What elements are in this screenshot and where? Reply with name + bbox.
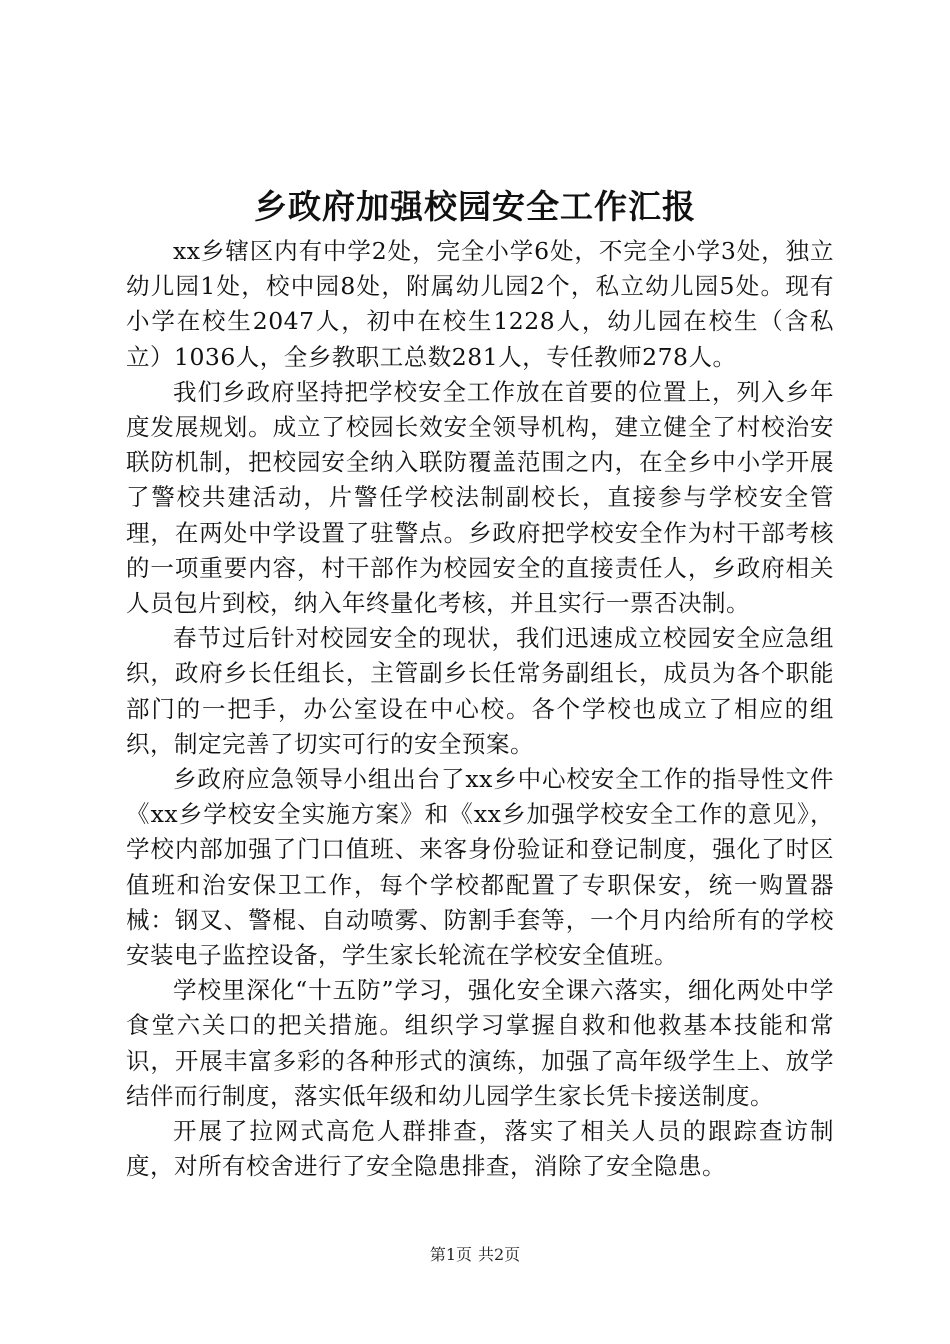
paragraph-guidance-documents: 乡政府应急领导小组出台了xx乡中心校安全工作的指导性文件《xx乡学校安全实施方案》和《xx乡加强学校安全工作的意见》，学校内部加强了门口值班、来客身份验证和登记制度，强化了时区值班和治安保卫工作，每个学校都配置了专职保安，统一购置器械：钢叉、警棍、自动喷雾、防割手套等，一个月内给所有的学校安装电子监控设备，学生家长轮流在学校安全值班。 bbox=[126, 765, 834, 970]
paragraph-school-statistics: xx乡辖区内有中学2处，完全小学6处，不完全小学3处，独立幼儿园1处，校中园8处，附属幼儿园2个，私立幼儿园5处。现有小学在校生2047人，初中在校生1228人，幼儿园在校生（含私立）1036人，全乡教职工总数281人，专任教师278人。 bbox=[126, 237, 834, 371]
document-title: 乡政府加强校园安全工作汇报 bbox=[254, 187, 696, 226]
page-number: 第1页 bbox=[429, 1245, 472, 1264]
paragraph-risk-investigation: 开展了拉网式高危人群排查，落实了相关人员的跟踪查访制度，对所有校舍进行了安全隐患排查，消除了安全隐患。 bbox=[126, 1117, 834, 1181]
page-total: 共2页 bbox=[478, 1245, 521, 1264]
paragraph-government-commitment: 我们乡政府坚持把学校安全工作放在首要的位置上，列入乡年度发展规划。成立了校园长效安全领导机构，建立健全了村校治安联防机制，把校园安全纳入联防覆盖范围之内，在全乡中小学开展了警校共建活动，片警任学校法制副校长，直接参与学校安全管理，在两处中学设置了驻警点。乡政府把学校安全作为村干部考核的一项重要内容，村干部作为校园安全的直接责任人，乡政府相关人员包片到校，纳入年终量化考核，并且实行一票否决制。 bbox=[126, 377, 834, 618]
page-footer bbox=[0, 1243, 950, 1267]
paragraph-safety-education: 学校里深化“十五防”学习，强化安全课六落实，细化两处中学食堂六关口的把关措施。组织学习掌握自救和他救基本技能和常识，开展丰富多彩的各种形式的演练，加强了高年级学生上、放学结伴而行制度，落实低年级和幼儿园学生家长凭卡接送制度。 bbox=[126, 976, 834, 1110]
paragraph-emergency-organization: 春节过后针对校园安全的现状，我们迅速成立校园安全应急组织，政府乡长任组长，主管副乡长任常务副组长，成员为各个职能部门的一把手，办公室设在中心校。各个学校也成立了相应的组织，制定完善了切实可行的安全预案。 bbox=[126, 624, 834, 758]
document-body bbox=[126, 234, 834, 1184]
